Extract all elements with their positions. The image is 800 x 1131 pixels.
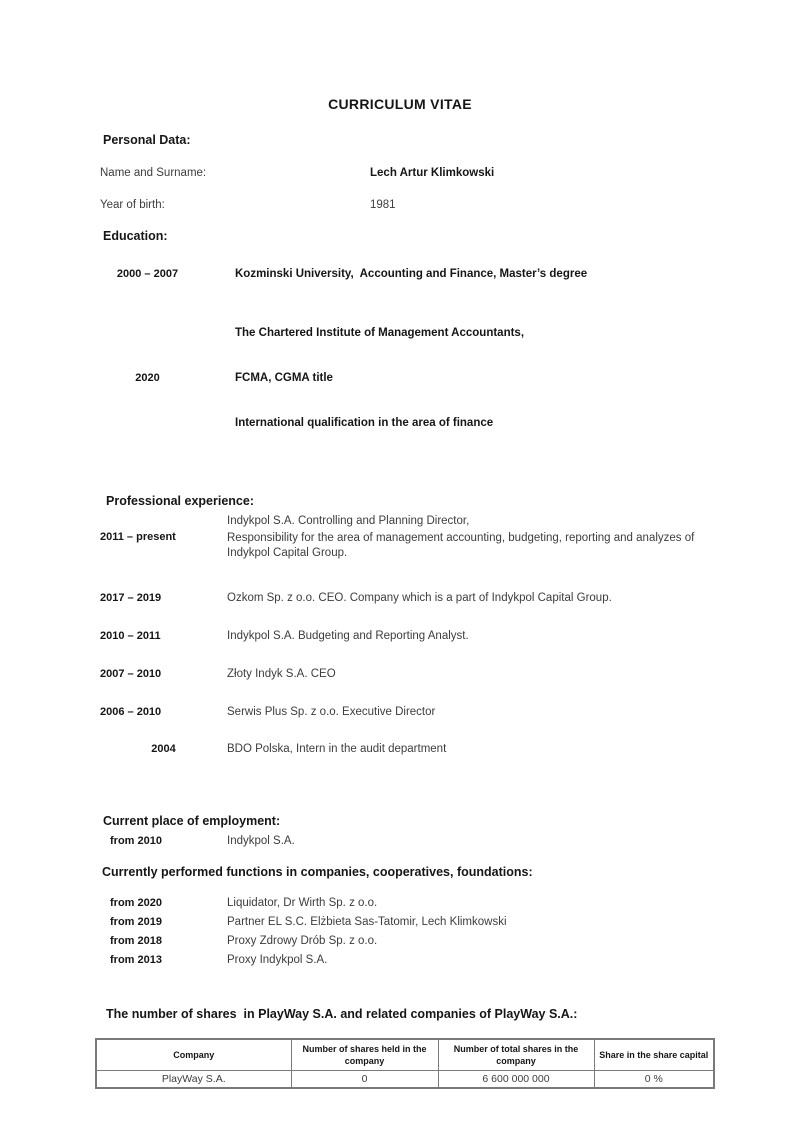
name-value: Lech Artur Klimkowski <box>370 167 495 179</box>
experience-line: Indykpol S.A. Budgeting and Reporting Analyst. <box>227 630 469 642</box>
experience-item <box>100 705 740 720</box>
experience-line: Złoty Indyk S.A. CEO <box>227 668 336 680</box>
function-value: Liquidator, Dr Wirth Sp. z o.o. <box>227 897 378 909</box>
experience-description <box>227 591 740 606</box>
experience-line: Ozkom Sp. z o.o. CEO. Company which is a part of Indykpol Capital Group. <box>227 592 612 604</box>
function-period: from 2020 <box>110 897 162 909</box>
shares-table <box>95 1038 715 1089</box>
experience-period: 2011 – present <box>100 531 176 543</box>
year-of-birth-label: Year of birth: <box>100 199 165 211</box>
experience-item <box>100 629 740 644</box>
education-item <box>100 267 740 282</box>
name-row <box>100 167 740 179</box>
shares-cell-total-shares: 6 600 000 000 <box>438 1071 594 1088</box>
function-value: Partner EL S.C. Elżbieta Sas-Tatomir, Lech Klimkowski <box>227 916 507 928</box>
education-description: Kozminski University, Accounting and Finance, Master’s degree <box>235 268 588 280</box>
experience-line: Serwis Plus Sp. z o.o. Executive Director <box>227 706 436 718</box>
experience-description <box>227 742 740 757</box>
shares-header-share-capital: Share in the share capital <box>594 1039 714 1071</box>
experience-heading: Professional experience: <box>106 494 254 508</box>
education-item <box>100 296 740 461</box>
function-item <box>100 896 740 910</box>
education-line: The Chartered Institute of Management Accountants, <box>235 327 525 339</box>
experience-period: 2017 – 2019 <box>100 592 162 604</box>
name-label: Name and Surname: <box>100 167 207 179</box>
experience-item <box>100 667 740 682</box>
education-period: 2020 <box>135 372 160 384</box>
year-of-birth-value: 1981 <box>370 199 396 211</box>
experience-item <box>100 591 740 606</box>
functions-list <box>100 896 740 967</box>
shares-header-total-shares: Number of total shares in the company <box>438 1039 594 1071</box>
employment-heading: Current place of employment: <box>103 814 281 828</box>
function-item <box>100 953 740 967</box>
personal-data-heading: Personal Data: <box>103 133 191 147</box>
function-period: from 2018 <box>110 935 162 947</box>
function-value: Proxy Indykpol S.A. <box>227 954 328 966</box>
page-title: CURRICULUM VITAE <box>328 96 472 112</box>
education-description <box>235 296 524 461</box>
shares-header-shares-held: Number of shares held in the company <box>291 1039 438 1071</box>
function-period: from 2019 <box>110 916 162 928</box>
experience-period: 2007 – 2010 <box>100 668 162 680</box>
shares-table-header-row <box>96 1039 714 1071</box>
education-line: International qualification in the area of finance <box>235 417 494 429</box>
experience-description <box>227 514 740 561</box>
experience-item <box>100 742 740 757</box>
functions-heading: Currently performed functions in companies, cooperatives, foundations: <box>102 865 533 879</box>
education-period: 2000 – 2007 <box>116 268 179 280</box>
shares-header-company: Company <box>96 1039 291 1071</box>
experience-line: Responsibility for the area of management accounting, budgeting, reporting and analyzes of Indykpol Capital Group. <box>227 532 695 559</box>
shares-cell-company: PlayWay S.A. <box>96 1071 291 1088</box>
experience-line: BDO Polska, Intern in the audit department <box>227 743 447 755</box>
experience-period: 2004 <box>151 743 176 755</box>
function-item <box>100 934 740 948</box>
education-line: FCMA, CGMA title <box>235 372 333 384</box>
experience-line: Indykpol S.A. Controlling and Planning Director, <box>227 515 470 527</box>
experience-description <box>227 667 740 682</box>
experience-period: 2010 – 2011 <box>100 630 161 642</box>
shares-heading: The number of shares in PlayWay S.A. and related companies of PlayWay S.A.: <box>106 1007 578 1021</box>
experience-item <box>100 514 740 561</box>
function-value: Proxy Zdrowy Drób Sp. z o.o. <box>227 935 378 947</box>
shares-table-row <box>96 1071 714 1088</box>
year-of-birth-row <box>100 199 740 211</box>
shares-cell-share-capital: 0 % <box>594 1071 714 1088</box>
experience-period: 2006 – 2010 <box>100 706 162 718</box>
experience-description <box>227 705 740 720</box>
education-heading: Education: <box>103 229 168 243</box>
experience-description <box>227 629 740 644</box>
function-period: from 2013 <box>110 954 162 966</box>
employment-period: from 2010 <box>110 835 162 847</box>
shares-cell-shares-held: 0 <box>291 1071 438 1088</box>
function-item <box>100 915 740 929</box>
employment-value: Indykpol S.A. <box>227 835 295 847</box>
employment-item <box>100 834 740 848</box>
